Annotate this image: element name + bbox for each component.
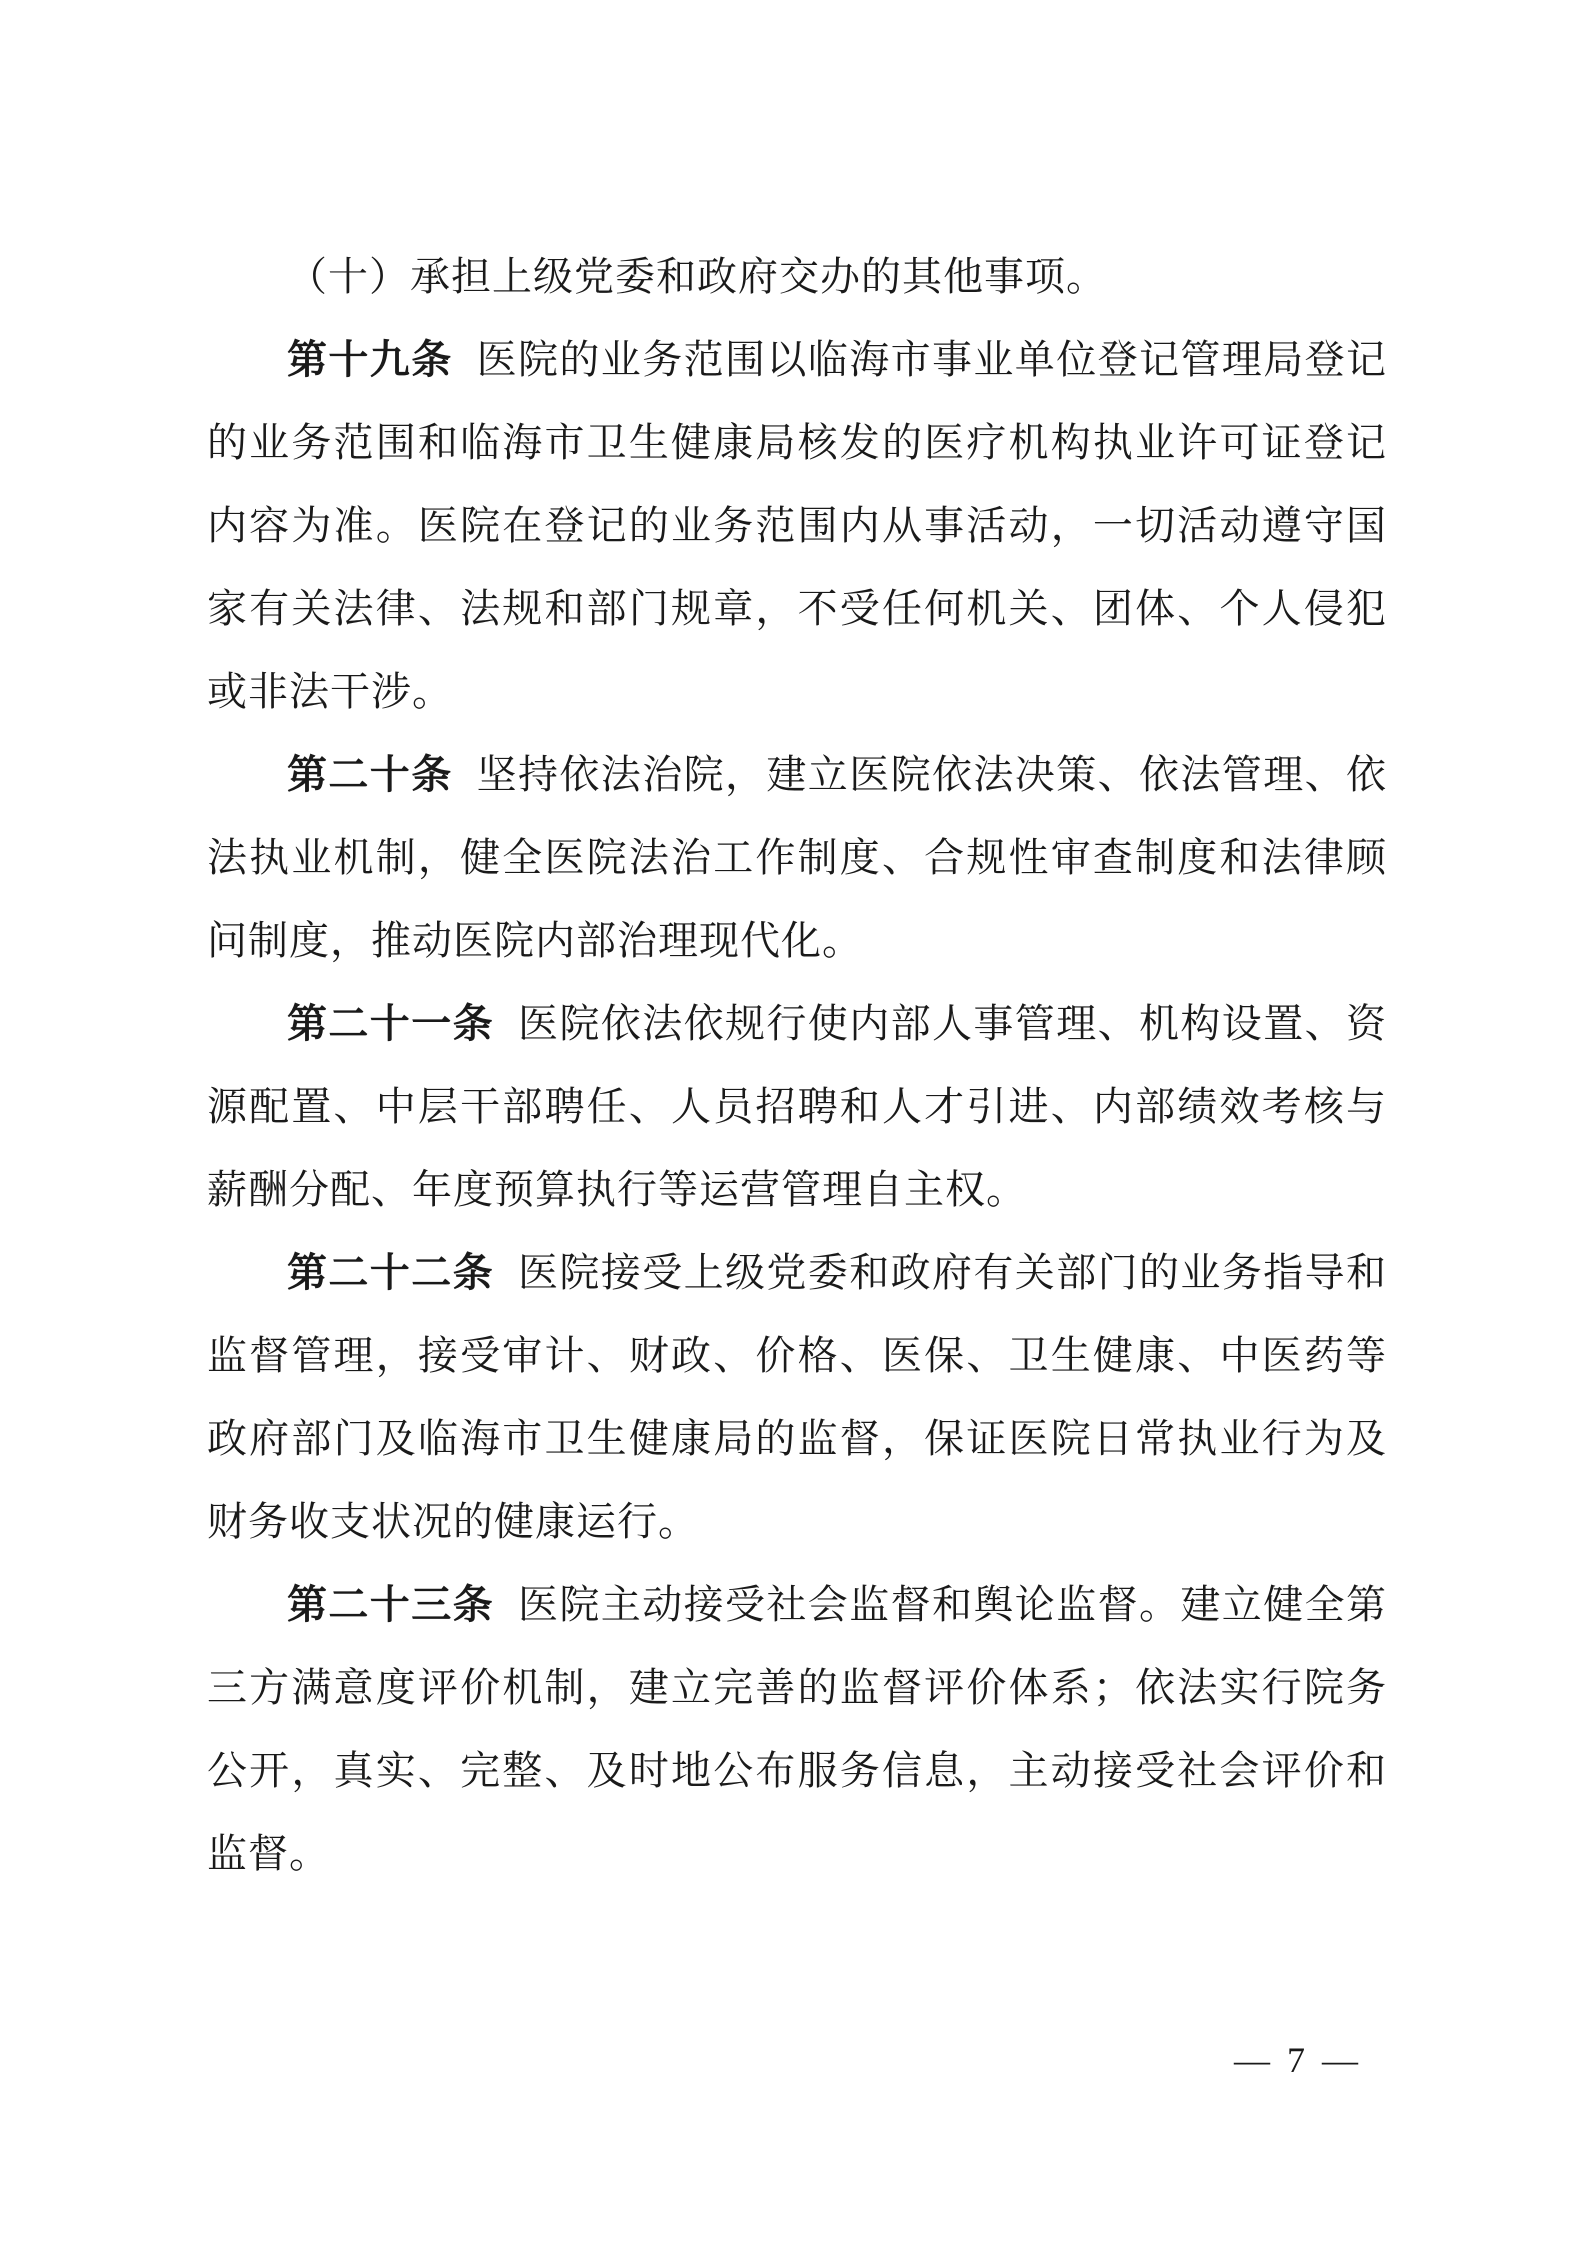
paragraph-item-10 <box>207 236 1387 319</box>
article-20 <box>207 734 1387 983</box>
page-number: — 7 — <box>1234 2040 1362 2080</box>
article-number: 第二十二条 <box>287 1250 494 1296</box>
article-number: 第二十条 <box>287 752 453 798</box>
paragraph-text: （十）承担上级党委和政府交办的其他事项。 <box>287 254 1107 300</box>
article-number: 第二十一条 <box>287 1001 494 1047</box>
article-text: 医院主动接受社会监督和舆论监督。建立健全第三方满意度评价机制，建立完善的监督评价体系；依法实行院务公开，真实、完整、及时地公布服务信息，主动接受社会评价和监督。 <box>207 1582 1387 1877</box>
article-text: 医院的业务范围以临海市事业单位登记管理局登记的业务范围和临海市卫生健康局核发的医疗机构执业许可证登记内容为准。医院在登记的业务范围内从事活动，一切活动遵守国家有关法律、法规和部门规章，不受任何机关、团体、个人侵犯或非法干涉。 <box>207 337 1388 715</box>
article-text: 医院接受上级党委和政府有关部门的业务指导和监督管理，接受审计、财政、价格、医保、卫生健康、中医药等政府部门及临海市卫生健康局的监督，保证医院日常执业行为及财务收支状况的健康运行。 <box>207 1250 1387 1545</box>
article-text: 坚持依法治院，建立医院依法决策、依法管理、依法执业机制，健全医院法治工作制度、合规性审查制度和法律顾问制度，推动医院内部治理现代化。 <box>207 752 1388 964</box>
document-body <box>207 236 1387 1896</box>
article-number: 第二十三条 <box>287 1582 494 1628</box>
article-text: 医院依法依规行使内部人事管理、机构设置、资源配置、中层干部聘任、人员招聘和人才引进、内部绩效考核与薪酬分配、年度预算执行等运营管理自主权。 <box>207 1001 1387 1213</box>
article-22 <box>207 1232 1387 1564</box>
article-23 <box>207 1564 1387 1896</box>
article-number: 第十九条 <box>287 337 453 383</box>
article-19 <box>207 319 1387 734</box>
article-21 <box>207 983 1387 1232</box>
